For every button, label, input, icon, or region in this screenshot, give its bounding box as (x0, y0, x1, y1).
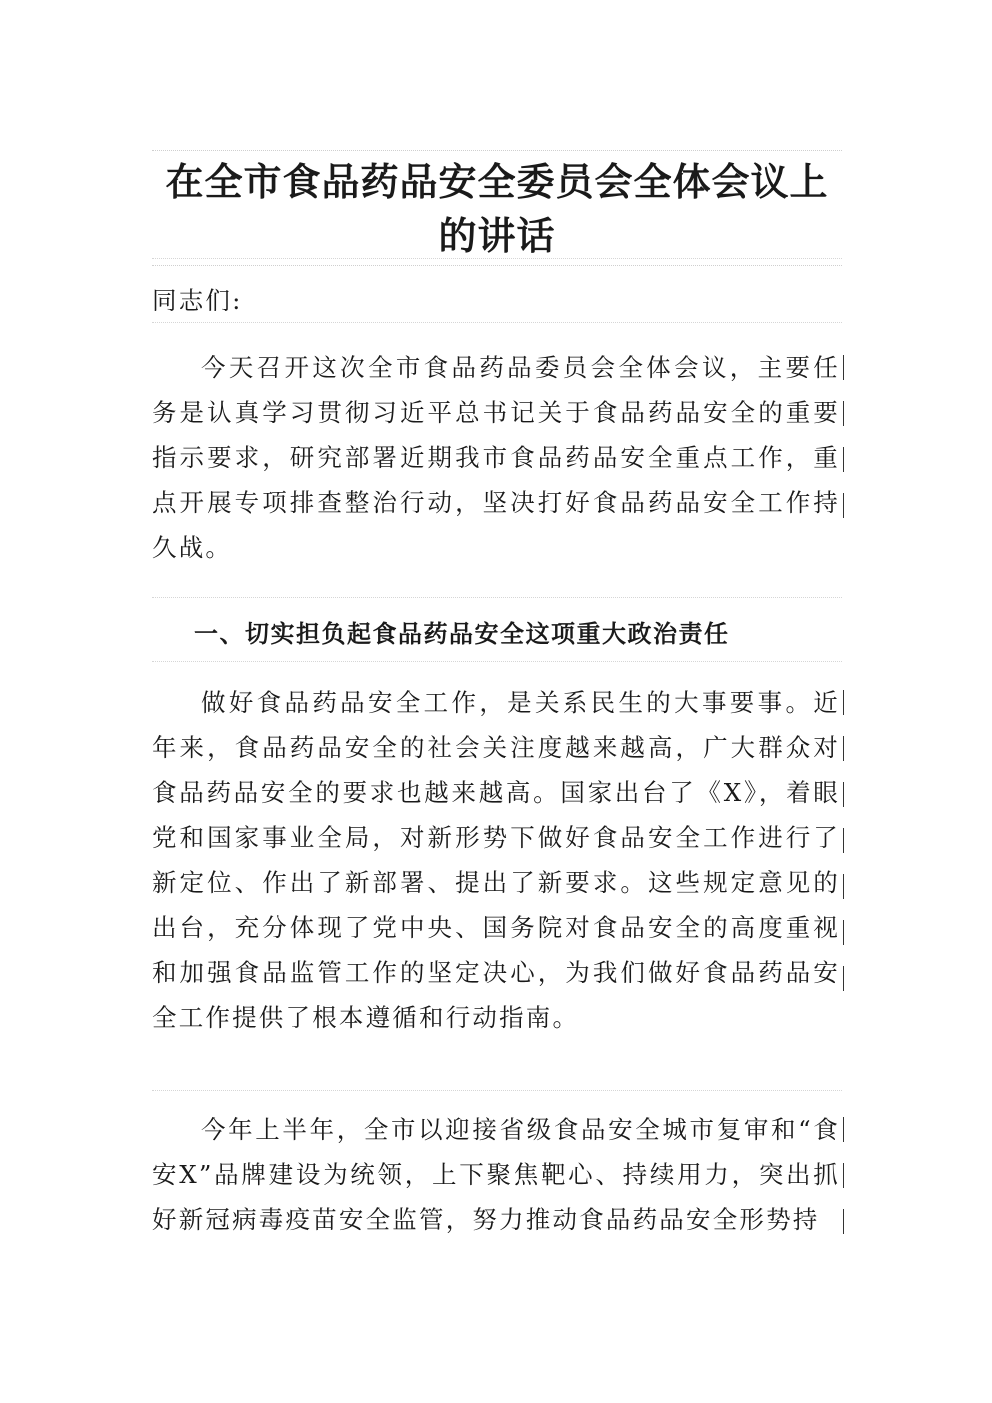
margin-marker (843, 355, 844, 380)
divider (152, 322, 842, 323)
salutation: 同志们: (152, 286, 243, 315)
margin-marker (843, 782, 844, 807)
section-heading: 一、切实担负起食品药品安全这项重大政治责任 (194, 620, 730, 648)
paragraph-section-2 (152, 1107, 840, 1242)
paragraph-text: 今年上半年，全市以迎接省级食品安全城市复审和“食安X”品牌建设为统领，上下聚焦靶心、持续用力，突出抓好新冠病毒疫苗安全监管，努力推动食品药品安全形势持 (152, 1115, 840, 1234)
paragraph-text: 今天召开这次全市食品药品委员会全体会议，主要任务是认真学习贯彻习近平总书记关于食品药品安全的重要指示要求，研究部署近期我市食品药品安全重点工作，重点开展专项排查整治行动，坚决打好食品药品安全工作持久战。 (152, 353, 840, 562)
margin-marker (843, 1163, 844, 1188)
margin-marker (843, 493, 844, 518)
margin-marker (843, 690, 844, 715)
paragraph-intro (152, 345, 840, 570)
margin-marker (843, 736, 844, 761)
margin-marker (843, 874, 844, 899)
divider (152, 1090, 842, 1091)
margin-marker (843, 447, 844, 472)
margin-marker (843, 828, 844, 853)
paragraph-text: 做好食品药品安全工作，是关系民生的大事要事。近年来，食品药品安全的社会关注度越来越高，广大群众对食品药品安全的要求也越来越高。国家出台了《X》，着眼党和国家事业全局，对新形势下做好食品安全工作进行了新定位、作出了新部署、提出了新要求。这些规定意见的出台，充分体现了党中央、国务院对食品安全的高度重视和加强食品监管工作的坚定决心，为我们做好食品药品安全工作提供了根本遵循和行动指南。 (152, 688, 840, 1032)
divider (152, 661, 842, 662)
margin-marker (843, 401, 844, 426)
paragraph-section-1 (152, 680, 840, 1040)
divider (152, 258, 842, 259)
margin-marker (843, 966, 844, 991)
divider (152, 597, 842, 598)
margin-marker (843, 920, 844, 945)
margin-marker (843, 1209, 844, 1234)
document-title: 在全市食品药品安全委员会全体会议上的讲话 (152, 150, 842, 266)
margin-marker (843, 1117, 844, 1142)
